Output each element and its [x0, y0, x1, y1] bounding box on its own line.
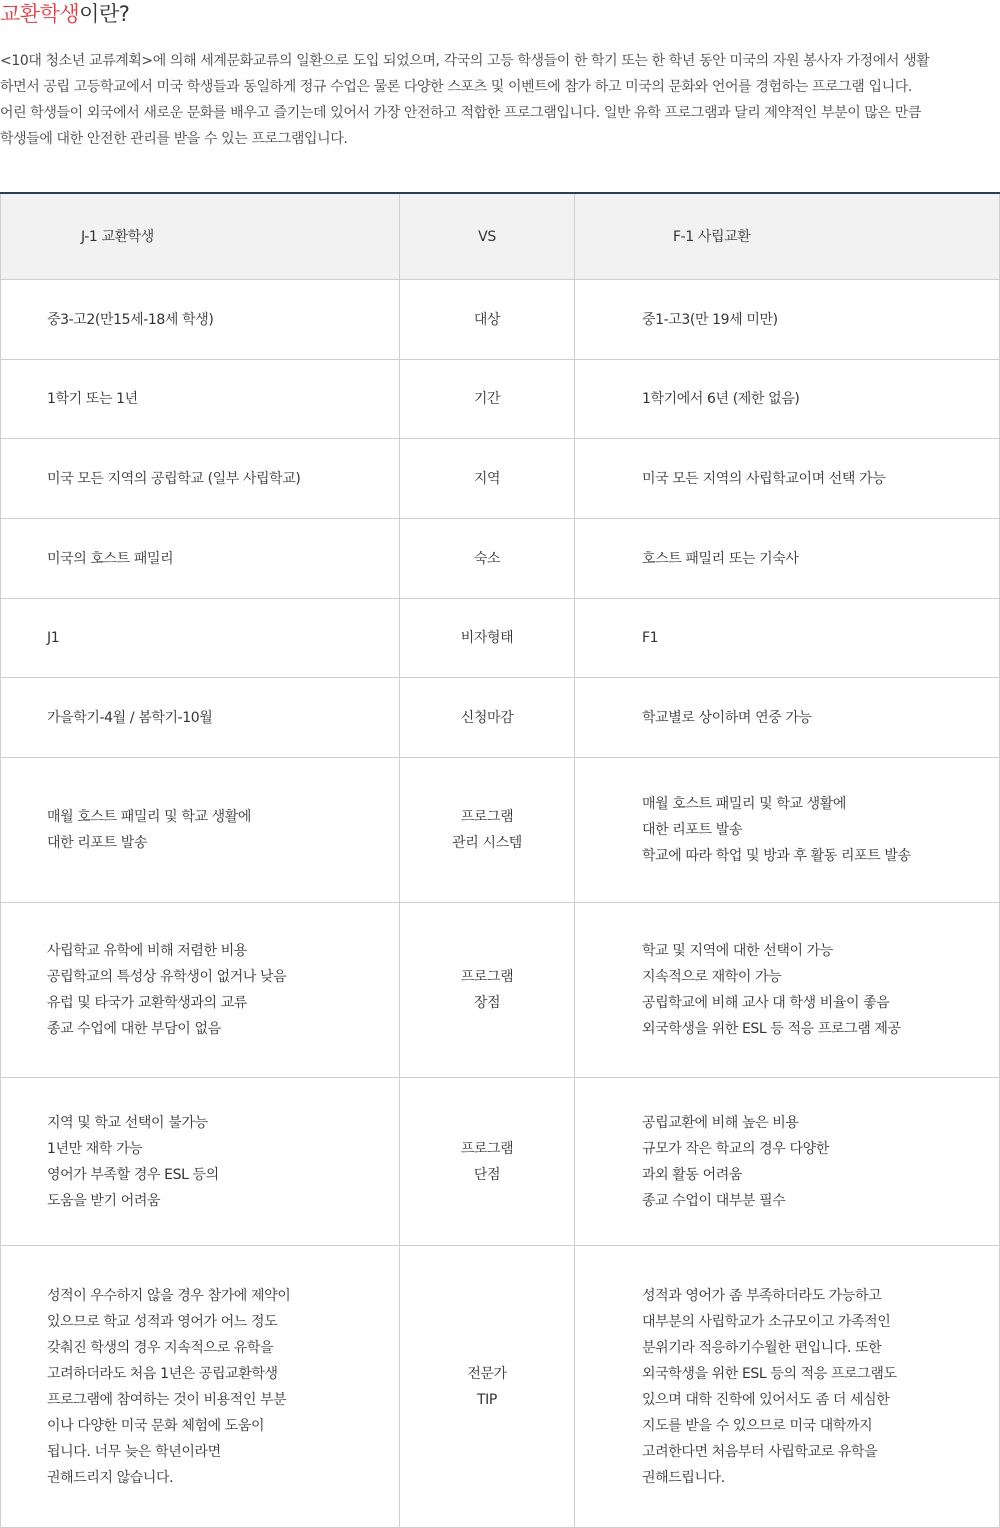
- cell-line: 고려하더라도 처음 1년은 공립교환학생: [47, 1365, 278, 1382]
- category-cell: [400, 903, 575, 1077]
- cell-line: 있으며 대학 진학에 있어서도 좀 더 세심한: [642, 1391, 890, 1408]
- category-cell: [400, 1078, 575, 1245]
- table-row: [0, 360, 1000, 439]
- table-row: [0, 519, 1000, 599]
- cell-line: 매월 호스트 패밀리 및 학교 생활에: [47, 809, 251, 825]
- cell-line: 프로그램: [460, 809, 514, 825]
- cell-line: 성적과 영어가 좀 부족하더라도 가능하고: [642, 1287, 882, 1304]
- intro-line: 하면서 공립 고등학교에서 미국 학생들과 동일하게 정규 수업은 물론 다양한 스포츠 및 이벤트에 참가 하고 미국의 문화와 언어를 경험하는 프로그램 입니다.: [0, 79, 912, 95]
- header-j1: J-1 교환학생: [0, 194, 400, 279]
- cell-line: 신청마감: [460, 709, 514, 726]
- table-row: [0, 599, 1000, 678]
- comparison-table: [0, 192, 1000, 1528]
- table-row: [0, 1246, 1000, 1528]
- cell-line: F1: [642, 630, 659, 646]
- cell-line: 미국 모든 지역의 사립학교이며 선택 가능: [642, 470, 886, 487]
- j1-cell: [0, 758, 400, 902]
- cell-line: 종교 수업에 대한 부담이 없음: [47, 1021, 221, 1037]
- cell-line: 단점: [473, 1166, 501, 1183]
- header-vs: VS: [400, 194, 575, 279]
- cell-line: 유럽 및 타국가 교환학생과의 교류: [47, 995, 247, 1011]
- j1-cell: [0, 1078, 400, 1245]
- cell-line: 프로그램에 참여하는 것이 비용적인 부분: [47, 1391, 287, 1408]
- cell-line: 미국의 호스트 패밀리: [47, 550, 174, 567]
- cell-line: 지역 및 학교 선택이 불가능: [47, 1114, 208, 1131]
- cell-line: 갖춰진 학생의 경우 지속적으로 유학을: [47, 1339, 274, 1356]
- page-title-rest: 이란?: [79, 2, 130, 26]
- f1-cell: [575, 678, 1000, 757]
- j1-cell: [0, 903, 400, 1077]
- category-cell: [400, 678, 575, 757]
- cell-line: 지도를 받을 수 있으므로 미국 대학까지: [642, 1417, 873, 1434]
- cell-line: 분위기라 적응하기수월한 편입니다. 또한: [642, 1339, 882, 1356]
- cell-line: 지속적으로 재학이 가능: [642, 969, 782, 985]
- category-cell: [400, 439, 575, 518]
- cell-line: 호스트 패밀리 또는 기숙사: [642, 550, 799, 567]
- cell-line: 이나 다양한 미국 문화 체험에 도움이: [47, 1417, 265, 1434]
- cell-line: 장점: [473, 995, 501, 1011]
- cell-line: 전문가: [467, 1365, 507, 1382]
- cell-line: 1학기에서 6년 (제한 없음): [642, 391, 800, 407]
- cell-line: 종교 수업이 대부분 필수: [642, 1192, 786, 1209]
- f1-cell: [575, 903, 1000, 1077]
- intro-line: 학생들에 대한 안전한 관리를 받을 수 있는 프로그램입니다.: [0, 131, 348, 147]
- cell-line: 있으므로 학교 성적과 영어가 어느 정도: [47, 1313, 278, 1330]
- cell-line: 1년만 재학 가능: [47, 1140, 143, 1157]
- cell-line: 미국 모든 지역의 공립학교 (일부 사립학교): [47, 470, 301, 487]
- cell-line: 공립학교에 비해 교사 대 학생 비율이 좋음: [642, 995, 890, 1011]
- table-row: [0, 439, 1000, 519]
- table-row: [0, 903, 1000, 1078]
- j1-cell: [0, 439, 400, 518]
- cell-line: 대한 리포트 발송: [47, 835, 147, 851]
- cell-line: 대한 리포트 발송: [642, 822, 742, 838]
- cell-line: 지역: [473, 470, 501, 487]
- cell-line: 학교 및 지역에 대한 선택이 가능: [642, 943, 833, 959]
- f1-cell: [575, 360, 1000, 438]
- intro-line: 어린 학생들이 외국에서 새로운 문화를 배우고 즐기는데 있어서 가장 안전하고 적합한 프로그램입니다. 일반 유학 프로그램과 달리 제약적인 부분이 많은 만큼: [0, 105, 921, 121]
- table-row: [0, 758, 1000, 903]
- cell-line: 프로그램: [460, 1140, 514, 1157]
- cell-line: 성적이 우수하지 않을 경우 참가에 제약이: [47, 1287, 291, 1304]
- f1-cell: [575, 758, 1000, 902]
- cell-line: TIP: [477, 1391, 497, 1408]
- cell-line: 영어가 부족할 경우 ESL 등의: [47, 1166, 219, 1183]
- j1-cell: [0, 280, 400, 359]
- cell-line: 외국학생을 위한 ESL 등의 적응 프로그램도: [642, 1365, 897, 1382]
- header-f1: F-1 사립교환: [575, 194, 1000, 279]
- cell-line: 공립교환에 비해 높은 비용: [642, 1114, 799, 1131]
- table-row: [0, 678, 1000, 758]
- cell-line: 매월 호스트 패밀리 및 학교 생활에: [642, 796, 846, 812]
- table-row: [0, 1078, 1000, 1246]
- f1-cell: [575, 439, 1000, 518]
- cell-line: 대부분의 사립학교가 소규모이고 가족적인: [642, 1313, 891, 1330]
- cell-line: 중1-고3(만 19세 미만): [642, 311, 778, 328]
- cell-line: J1: [47, 630, 60, 646]
- category-cell: [400, 1246, 575, 1527]
- cell-line: 규모가 작은 학교의 경우 다양한: [642, 1140, 829, 1157]
- page-title: [0, 0, 129, 30]
- j1-cell: [0, 360, 400, 438]
- cell-line: 됩니다. 너무 늦은 학년이라면: [47, 1443, 221, 1460]
- j1-cell: [0, 678, 400, 757]
- f1-cell: [575, 1246, 1000, 1527]
- table-row: [0, 280, 1000, 360]
- cell-line: 학교별로 상이하며 연중 가능: [642, 709, 812, 726]
- intro-line: <10대 청소년 교류계획>에 의해 세계문화교류의 일환으로 도입 되었으며, 각국의 고등 학생들이 한 학기 또는 한 학년 동안 미국의 자원 봉사자 가정에서 생활: [0, 53, 930, 69]
- cell-line: 외국학생을 위한 ESL 등 적응 프로그램 제공: [642, 1021, 901, 1037]
- f1-cell: [575, 519, 1000, 598]
- j1-cell: [0, 519, 400, 598]
- cell-line: 권해드리지 않습니다.: [47, 1469, 174, 1486]
- category-cell: [400, 360, 575, 438]
- table-header-row: [0, 194, 1000, 280]
- cell-line: 대상: [473, 311, 501, 328]
- cell-line: 권해드립니다.: [642, 1469, 725, 1486]
- cell-line: 가을학기-4월 / 봄학기-10월: [47, 709, 213, 726]
- j1-cell: [0, 599, 400, 677]
- cell-line: 중3-고2(만15세-18세 학생): [47, 311, 214, 328]
- cell-line: 과외 활동 어려움: [642, 1166, 742, 1183]
- j1-cell: [0, 1246, 400, 1527]
- f1-cell: [575, 280, 1000, 359]
- cell-line: 관리 시스템: [452, 835, 522, 851]
- cell-line: 학교에 따라 학업 및 방과 후 활동 리포트 발송: [642, 848, 911, 864]
- cell-line: 1학기 또는 1년: [47, 391, 138, 407]
- category-cell: [400, 280, 575, 359]
- cell-line: 비자형태: [460, 630, 514, 646]
- cell-line: 공립학교의 특성상 유학생이 없거나 낮음: [47, 969, 287, 985]
- f1-cell: [575, 599, 1000, 677]
- cell-line: 프로그램: [460, 969, 514, 985]
- cell-line: 사립학교 유학에 비해 저렴한 비용: [47, 943, 247, 959]
- cell-line: 도움을 받기 어려움: [47, 1192, 161, 1209]
- category-cell: [400, 519, 575, 598]
- f1-cell: [575, 1078, 1000, 1245]
- cell-line: 기간: [473, 391, 501, 407]
- cell-line: 고려한다면 처음부터 사립학교로 유학을: [642, 1443, 878, 1460]
- cell-line: 숙소: [473, 550, 501, 567]
- category-cell: [400, 599, 575, 677]
- page-title-highlight: 교환학생: [0, 2, 80, 26]
- category-cell: [400, 758, 575, 902]
- intro-paragraph: [0, 48, 1000, 152]
